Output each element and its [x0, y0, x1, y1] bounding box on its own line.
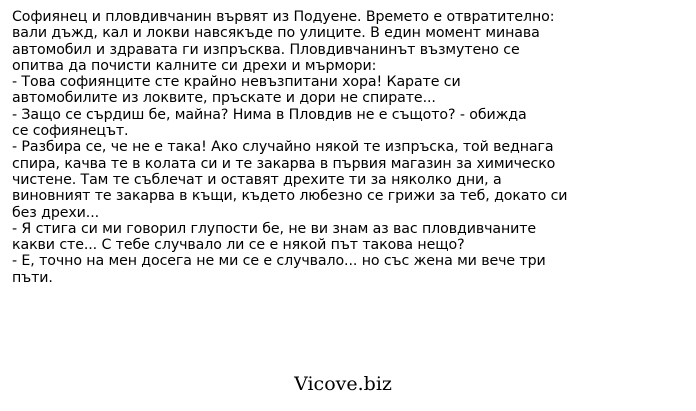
joke-line: - Това софиянците сте крайно невъзпитани хора! Карате си [12, 74, 461, 91]
joke-line: - Е, точно на мен досега не ми се е случвало... но със жена ми вече три [12, 253, 546, 270]
joke-line: вали дъжд, кал и локви навсякъде по улиците. В един момент минава [12, 25, 540, 42]
joke-line: какви сте... С тебе случвало ли се е някой път такова нещо? [12, 237, 465, 254]
joke-line: виновният те закарва в къщи, където любезно се грижи за теб, докато си [12, 188, 568, 205]
joke-line: автомобилите из локвите, пръскате и дори не спирате... [12, 90, 436, 107]
joke-line: Софиянец и пловдивчанин вървят из Подуене. Времето е отвратително: [12, 9, 555, 25]
joke-line: - Я стига си ми говорил глупости бе, не ви знам аз вас пловдивчаните [12, 220, 537, 237]
site-watermark: Vicove.biz [294, 373, 392, 395]
joke-line: - Защо се сърдиш бе, майна? Нима в Пловдив не е същото? - обижда [12, 106, 527, 123]
joke-line: автомобил и здравата ги изпръсква. Пловдивчанинът възмутено се [12, 41, 520, 58]
joke-line: се софиянецът. [12, 123, 129, 140]
joke-line: спира, качва те в колата си и те закарва в първия магазин за химическо [12, 155, 556, 172]
joke-line: опитва да почисти калните си дрехи и мърмори: [12, 57, 377, 74]
joke-line: пъти. [12, 269, 53, 286]
joke-line: - Разбира се, че не е така! Ако случайно някой те изпръска, той веднага [12, 139, 554, 156]
joke-text [12, 9, 582, 286]
joke-line: чистене. Там те съблечат и оставят дрехите ти за няколко дни, а [12, 171, 502, 188]
joke-line: без дрехи... [12, 204, 100, 221]
